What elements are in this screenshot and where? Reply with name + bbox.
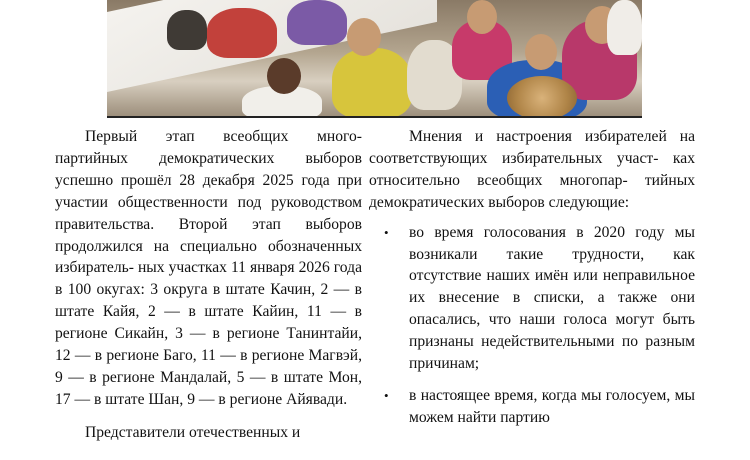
photo-person — [332, 48, 412, 118]
photo-head — [267, 58, 301, 94]
representatives-paragraph: Представители отечественных и — [85, 423, 301, 441]
right-column — [369, 126, 695, 439]
photo-person — [167, 10, 207, 50]
bullet-icon: • — [384, 387, 389, 403]
photo-head — [347, 18, 381, 56]
list-item-text: в настоящее время, когда мы голосуем, мы можем найти партию — [409, 386, 695, 426]
voters-photo — [107, 0, 642, 118]
photo-head — [467, 0, 497, 34]
photo-head — [525, 34, 557, 70]
list-item — [369, 385, 695, 429]
photo-person — [607, 0, 642, 55]
election-summary-paragraph: Первый этап всеобщих много- партийных демократических выборов успешно прошёл 28 декабря 2025 года при участии общественности под руководством правительства. Второй этап выборов продолжился на специально обозначенных избиратель- ных участках 11 января 2026 года в 100 окугах: 3 округа в штате Качин, 2 — в штате Кайя, 2 — в штате Кайин, 11 — в регионе Сикайн, 3 — в регионе Танинтайи, 12 — в регионе Баго, 11 — в регионе Магвэй, 9 — в регионе Мандалай, 5 — в штате Мон, 17 — в штате Шан, 9 — в регионе Айявади. — [55, 128, 362, 408]
list-item-text: во время голосования в 2020 году мы возникали такие трудности, как отсутствие наших имён или неправильное их внесение в списки, а также они опасались, что наши голоса могут быть признаны недействительными по разным причинам; — [409, 223, 695, 373]
bullet-icon: • — [384, 224, 389, 240]
left-column — [55, 126, 362, 444]
opinions-intro: Мнения и настроения избирателей на соответствующих избирательных участ- ках относительно всеобщих многопар- тийных демократических выборов следующие: — [369, 128, 695, 211]
photo-person — [287, 0, 347, 45]
photo-hat — [507, 76, 577, 118]
list-item — [369, 222, 695, 375]
opinions-list — [369, 222, 695, 429]
photo-person — [207, 8, 277, 58]
